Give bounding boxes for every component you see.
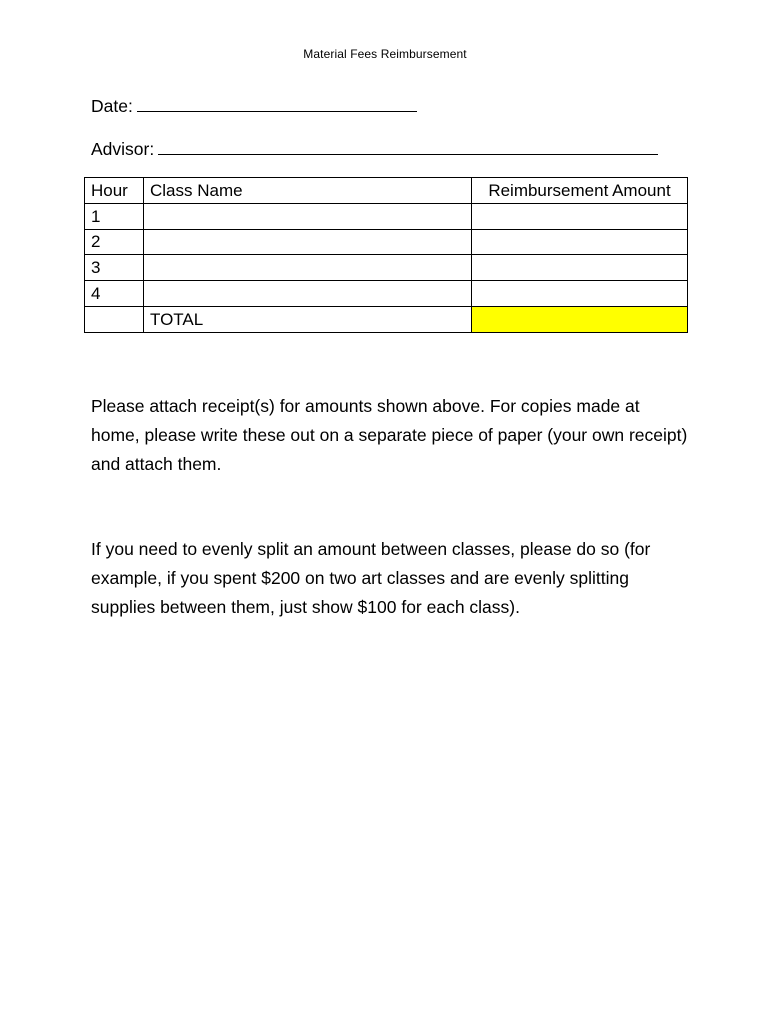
date-label: Date:: [91, 96, 133, 116]
advisor-blank-line[interactable]: [158, 138, 658, 155]
total-empty-cell: [85, 306, 144, 332]
table-row: [85, 281, 688, 307]
hour-cell: 2: [85, 229, 144, 255]
total-amount-cell[interactable]: [472, 306, 688, 332]
table-header-row: [85, 178, 688, 204]
total-label: TOTAL: [144, 306, 472, 332]
amount-cell[interactable]: [472, 229, 688, 255]
hour-cell: 4: [85, 281, 144, 307]
class-name-cell[interactable]: [144, 229, 472, 255]
hour-cell: 1: [85, 203, 144, 229]
table-row: [85, 255, 688, 281]
reimbursement-table: [84, 177, 688, 333]
amount-cell[interactable]: [472, 203, 688, 229]
header-reimbursement-amount: Reimbursement Amount: [472, 178, 688, 204]
date-field: [91, 95, 417, 117]
table-row: [85, 229, 688, 255]
amount-cell[interactable]: [472, 255, 688, 281]
document-title: Material Fees Reimbursement: [303, 47, 467, 61]
split-instructions: If you need to evenly split an amount between classes, please do so (for example, if you spent $200 on two art classes and are evenly splitting supplies between them, just show $100 for each class).: [91, 538, 651, 617]
header-class-name: Class Name: [144, 178, 472, 204]
receipt-instructions: Please attach receipt(s) for amounts shown above. For copies made at home, please write these out on a separate piece of paper (your own receipt) and attach them.: [91, 395, 688, 474]
class-name-cell[interactable]: [144, 255, 472, 281]
date-blank-line[interactable]: [137, 95, 417, 112]
amount-cell[interactable]: [472, 281, 688, 307]
hour-cell: 3: [85, 255, 144, 281]
class-name-cell[interactable]: [144, 203, 472, 229]
class-name-cell[interactable]: [144, 281, 472, 307]
advisor-label: Advisor:: [91, 139, 155, 159]
table-row: [85, 203, 688, 229]
advisor-field: [91, 138, 658, 160]
header-hour: Hour: [85, 178, 144, 204]
total-row: [85, 306, 688, 332]
